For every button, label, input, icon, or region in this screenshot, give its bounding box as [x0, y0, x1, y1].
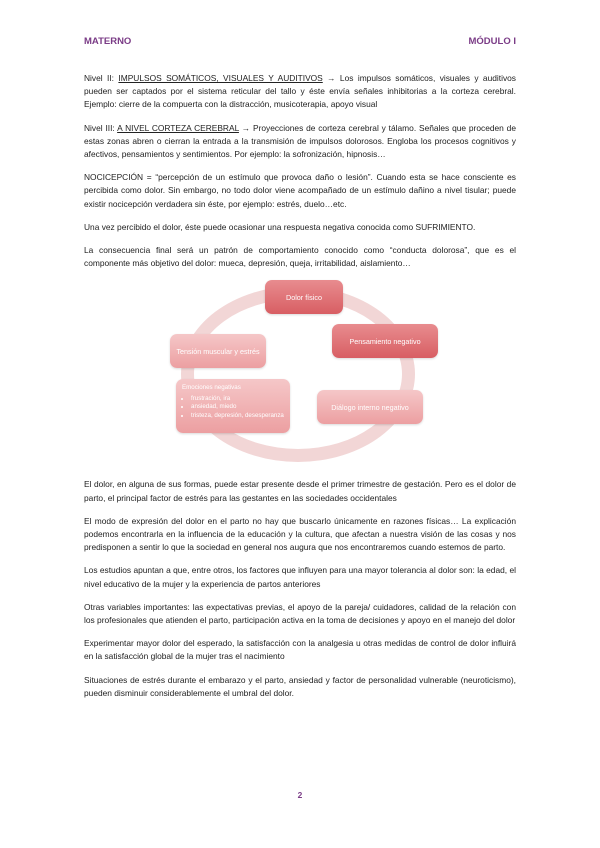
emociones-item: • ansiedad, miedo: [191, 403, 284, 412]
nivel-ii-title: IMPULSOS SOMÁTICOS, VISUALES Y AUDITIVOS: [118, 73, 323, 83]
emociones-item: • frustración, ira: [191, 395, 284, 404]
paragraph-factores-tolerancia: Los estudios apuntan a que, entre otros, los factores que influyen para una mayor tolerancia al dolor son: la edad, el nivel educativo de la mujer y la experiencia de partos anteriores: [84, 565, 516, 589]
document-body: [84, 72, 516, 710]
cycle-box-pensamiento: Pensamiento negativo: [332, 324, 438, 358]
emociones-list: [182, 395, 284, 421]
paragraph-dolor-gestacion: El dolor, en alguna de sus formas, puede estar presente desde el primer trimestre de gestación. Pero es el dolor de parto, el principal factor de estrés para las gestantes en las sociedades occidentales: [84, 479, 516, 503]
paragraph-otras-variables: Otras variables importantes: las expectativas previas, el apoyo de la pareja/ cuidadores, calidad de la relación con los profesionales que atienden el parto, participación activa en la toma de decisiones y apoyo en el manejo del dolor: [84, 601, 516, 626]
cycle-box-dialogo: Diálogo interno negativo: [317, 390, 423, 424]
nivel-iii-title: A NIVEL CORTEZA CEREBRAL: [117, 122, 239, 133]
paragraph-nocicepcion: NOCICEPCIÓN = “percepción de un estímulo que provoca daño o lesión”. Cuando esta se hace consciente es percibida como dolor. Sin embargo, no todo dolor viene acompañado de un estímulo dañino a nivel tisular; puede existir nocicepción verdadera sin éste, por ejemplo: estrés, duelo…etc.: [84, 172, 516, 209]
nivel-iii-label: Nivel III:: [84, 122, 118, 133]
nivel-iii-text: → Proyecciones de corteza cerebral y tálamo. Señales que proceden de estas zonas abren o cierran la entrada a la transmisión de impulsos dolorosos. Engloba los procesos cognitivos y afectivos, pensamientos y sentimientos. Por ejemplo: la sofronización, hipnosis…: [84, 122, 516, 160]
nivel-ii-text: → Los impulsos somáticos, visuales y auditivos pueden ser captados por el sistema reticular del tallo y éste envía señales inhibitorias a la corteza cerebral. Ejemplo: cierre de la compuerta con la distracción, musicoterapia, apoyo visual: [84, 73, 516, 110]
emociones-item: • tristeza, depresión, desesperanza: [191, 412, 284, 421]
header-module: MÓDULO I: [468, 36, 516, 47]
cycle-box-dolor-fisico: Dolor físico: [265, 280, 343, 314]
nivel-ii-label: Nivel II:: [84, 73, 119, 83]
paragraph-sufrimiento: Una vez percibido el dolor, éste puede ocasionar una respuesta negativa conocida como SUFRIMIENTO.: [84, 221, 476, 232]
paragraph-nivel-ii: [84, 72, 516, 112]
cycle-box-emociones: [176, 379, 290, 433]
page-header: [84, 36, 516, 47]
header-course: MATERNO: [84, 36, 132, 47]
page-number: 2: [297, 790, 303, 800]
emociones-title: Emociones negativas: [182, 384, 241, 392]
paragraph-estres: Situaciones de estrés durante el embarazo y el parto, ansiedad y factor de personalidad vulnerable (neuroticismo), pueden disminuir considerablemente el umbral del dolor.: [84, 674, 516, 698]
paragraph-satisfaccion: Experimentar mayor dolor del esperado, la satisfacción con la analgesia u otras medidas de control de dolor influirá en la satisfacción global de la mujer tras el nacimiento: [84, 638, 516, 662]
pain-cycle-diagram: [84, 280, 516, 466]
paragraph-expresion-dolor: El modo de expresión del dolor en el parto no hay que buscarlo únicamente en razones físicas… La explicación podemos encontrarla en la influencia de la educación y la cultura, que afectan a nuestra visión de las cosas y nos predisponen a sentir lo que la sociedad en general nos augura que nos encontraremos cuando estemos de parto.: [84, 515, 516, 553]
paragraph-nivel-iii: [84, 122, 516, 162]
cycle-box-tension: Tensión muscular y estrés: [170, 334, 266, 368]
paragraph-conducta-dolorosa: La consecuencia final será un patrón de comportamiento conocido como “conducta dolorosa”, que es el componente más objetivo del dolor: mueca, depresión, queja, irritabilidad, aislamiento…: [84, 245, 516, 269]
